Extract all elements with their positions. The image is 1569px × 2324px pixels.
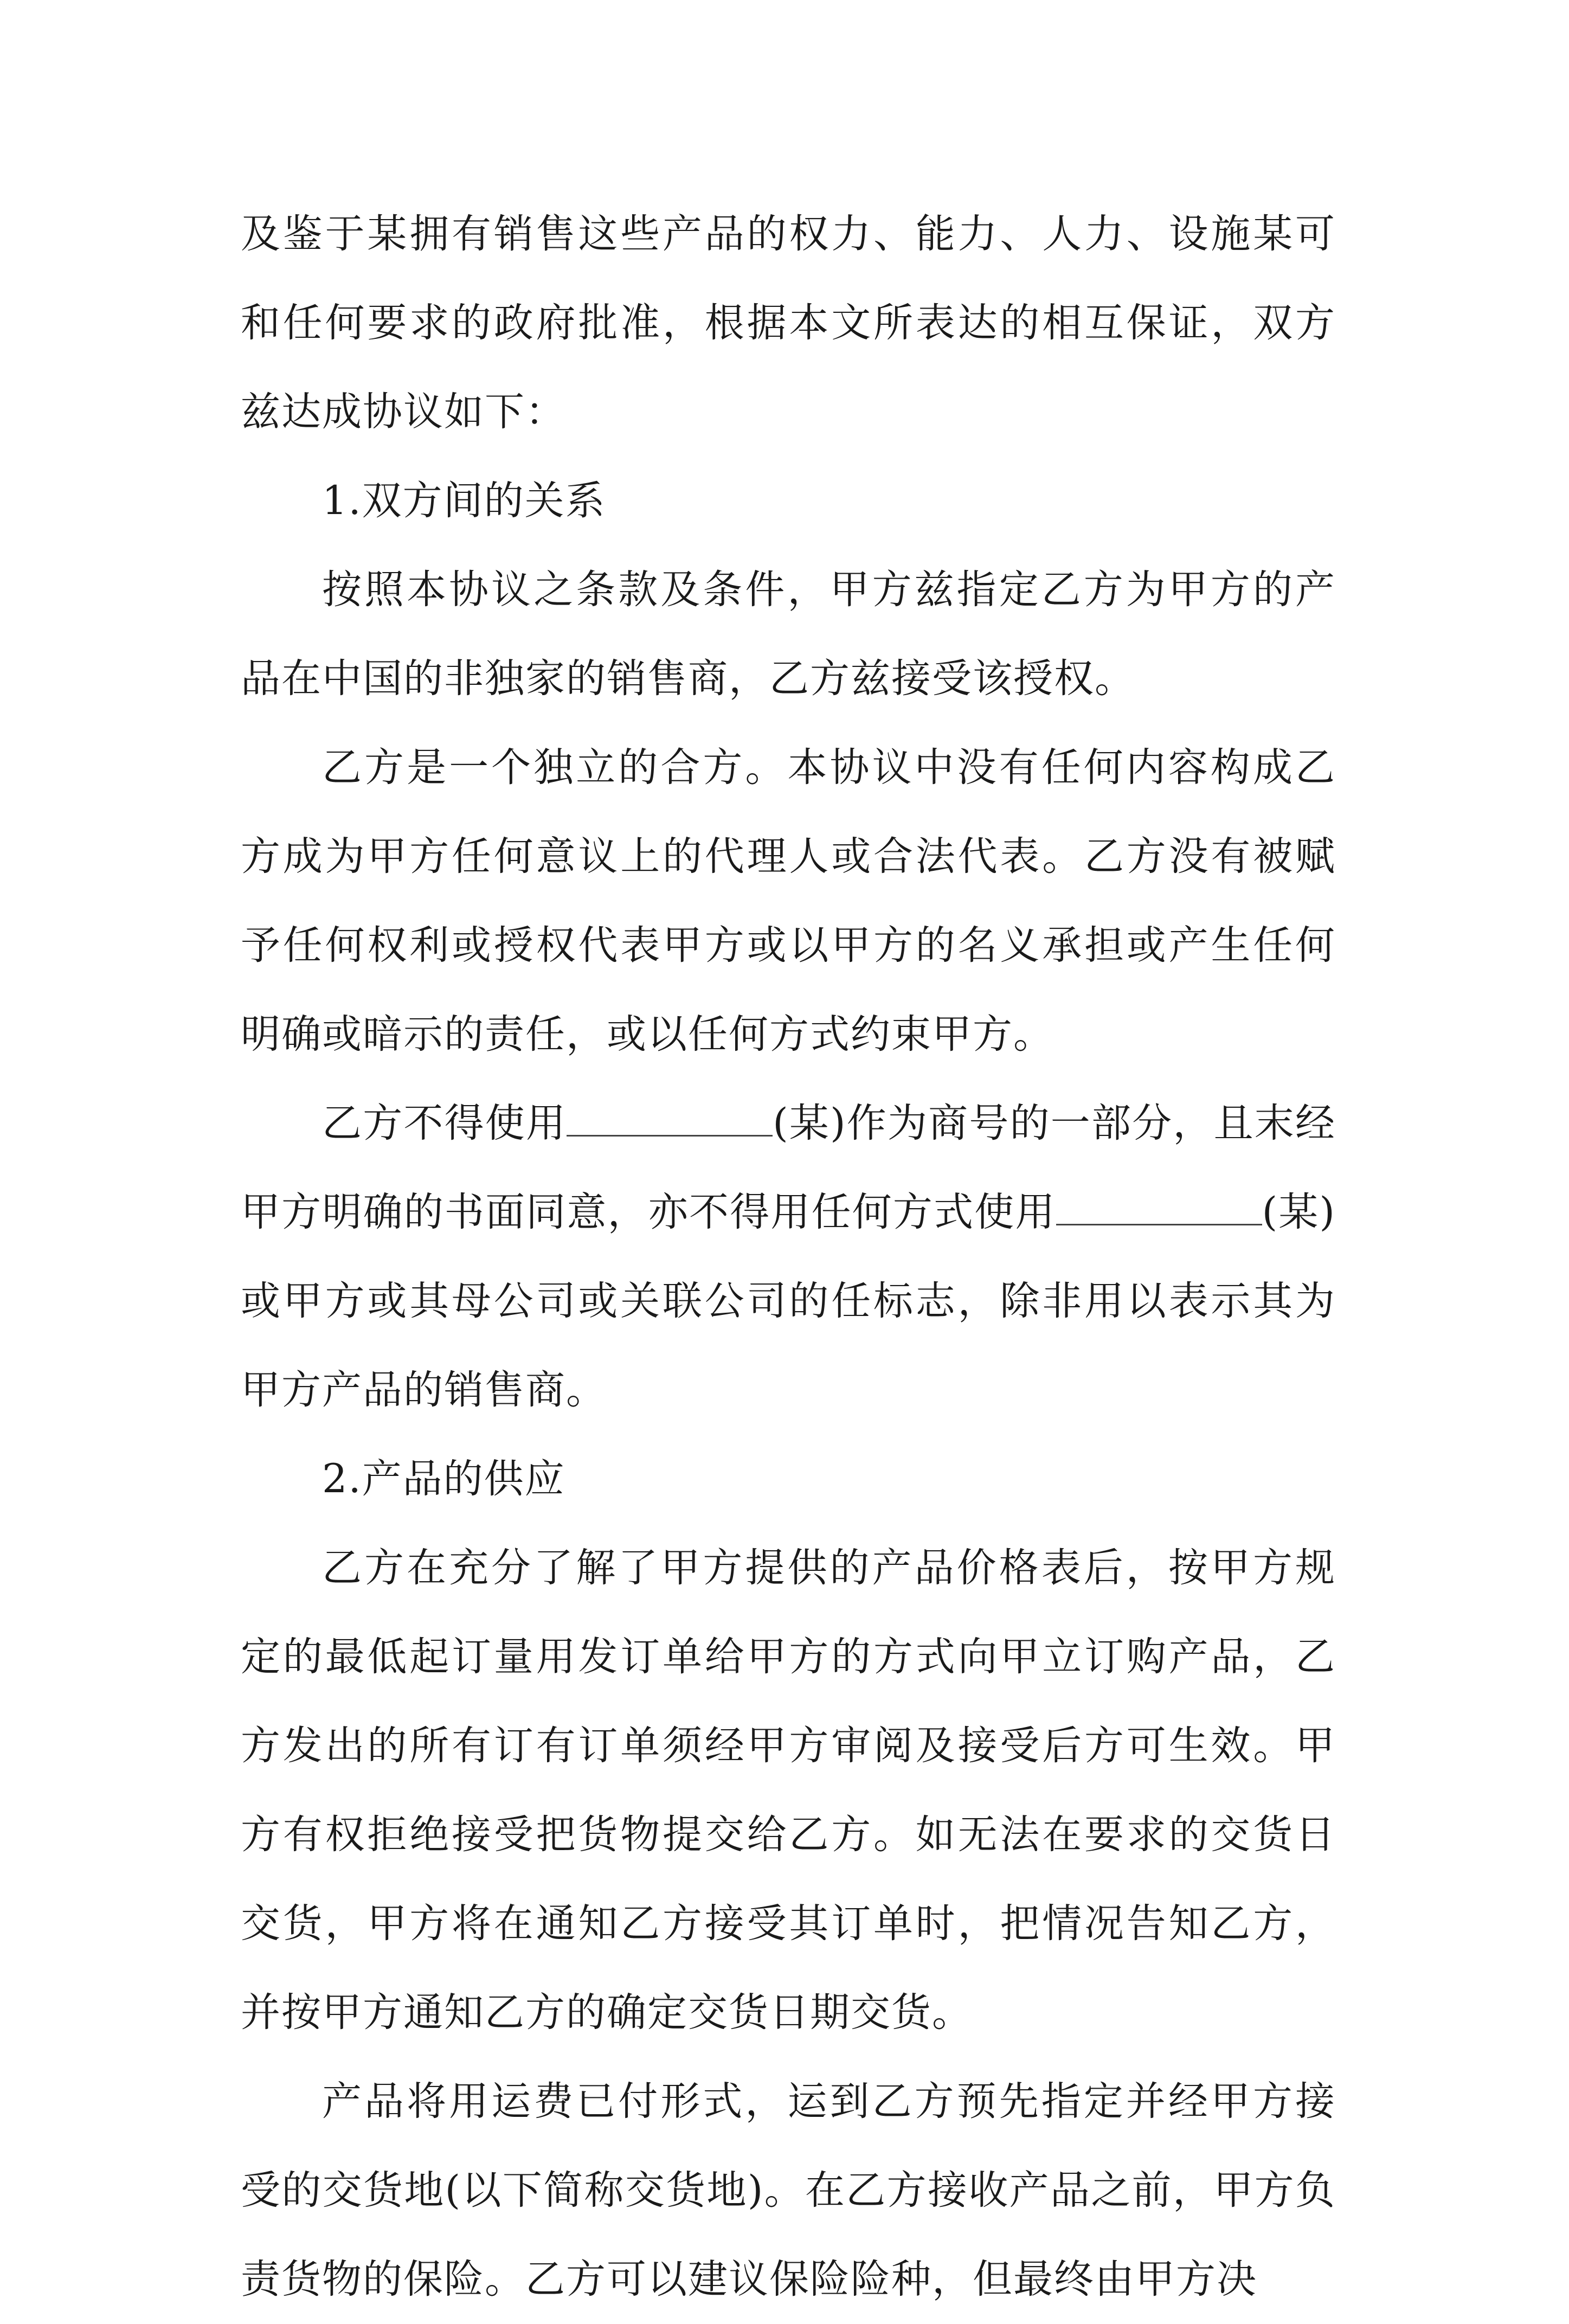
paragraph-independent-party: 乙方是一个独立的合方。本协议中没有任何内容构成乙方成为甲方任何意议上的代理人或合法代表。乙方没有被赋予任何权利或授权代表甲方或以甲方的名义承担或产生任何明确或暗示的责任，或以任何方式约束甲方。 xyxy=(241,744,1336,1057)
trade-name-text-1: 乙方不得使用 xyxy=(322,1100,567,1146)
paragraph-delivery: 产品将用运费已付形式，运到乙方预先指定并经甲方接受的交货地(以下简称交货地)。在乙方接收产品之前，甲方负责货物的保险。乙方可以建议保险险种，但最终由甲方决 xyxy=(241,2078,1336,2302)
trade-name-text-2: (某)作为商号的一部分，且末经甲方明确的书面同意，亦不得用任何方式使用 xyxy=(241,1100,1336,1235)
paragraph-appointment: 按照本协议之条款及条件，甲方兹指定乙方为甲方的产品在中国的非独家的销售商，乙方兹接受该授权。 xyxy=(241,567,1336,702)
blank-field-2 xyxy=(1056,1191,1262,1225)
paragraph-ordering: 乙方在充分了解了甲方提供的产品价格表后，按甲方规定的最低起订量用发订单给甲方的方式向甲立订购产品，乙方发出的所有订有订单须经甲方审阅及接受后方可生效。甲方有权拒绝接受把货物提交给乙方。如无法在要求的交货日交货，甲方将在通知乙方接受其订单时，把情况告知乙方，并按甲方通知乙方的确定交货日期交货。 xyxy=(241,1545,1336,2036)
trade-name-text-3: (某)或甲方或其母公司或关联公司的任标志，除非用以表示其为甲方产品的销售商。 xyxy=(241,1189,1336,1413)
paragraph-trade-name xyxy=(241,1079,1336,1435)
blank-field-1 xyxy=(567,1102,773,1137)
section-heading-1: 1.双方间的关系 xyxy=(322,478,606,524)
paragraph-continuation: 及鉴于某拥有销售这些产品的权力、能力、人力、设施某可和任何要求的政府批准，根据本文所表达的相互保证，双方兹达成协议如下： xyxy=(241,211,1336,435)
document-body xyxy=(241,190,1336,2324)
section-heading-2: 2.产品的供应 xyxy=(322,1456,565,1502)
